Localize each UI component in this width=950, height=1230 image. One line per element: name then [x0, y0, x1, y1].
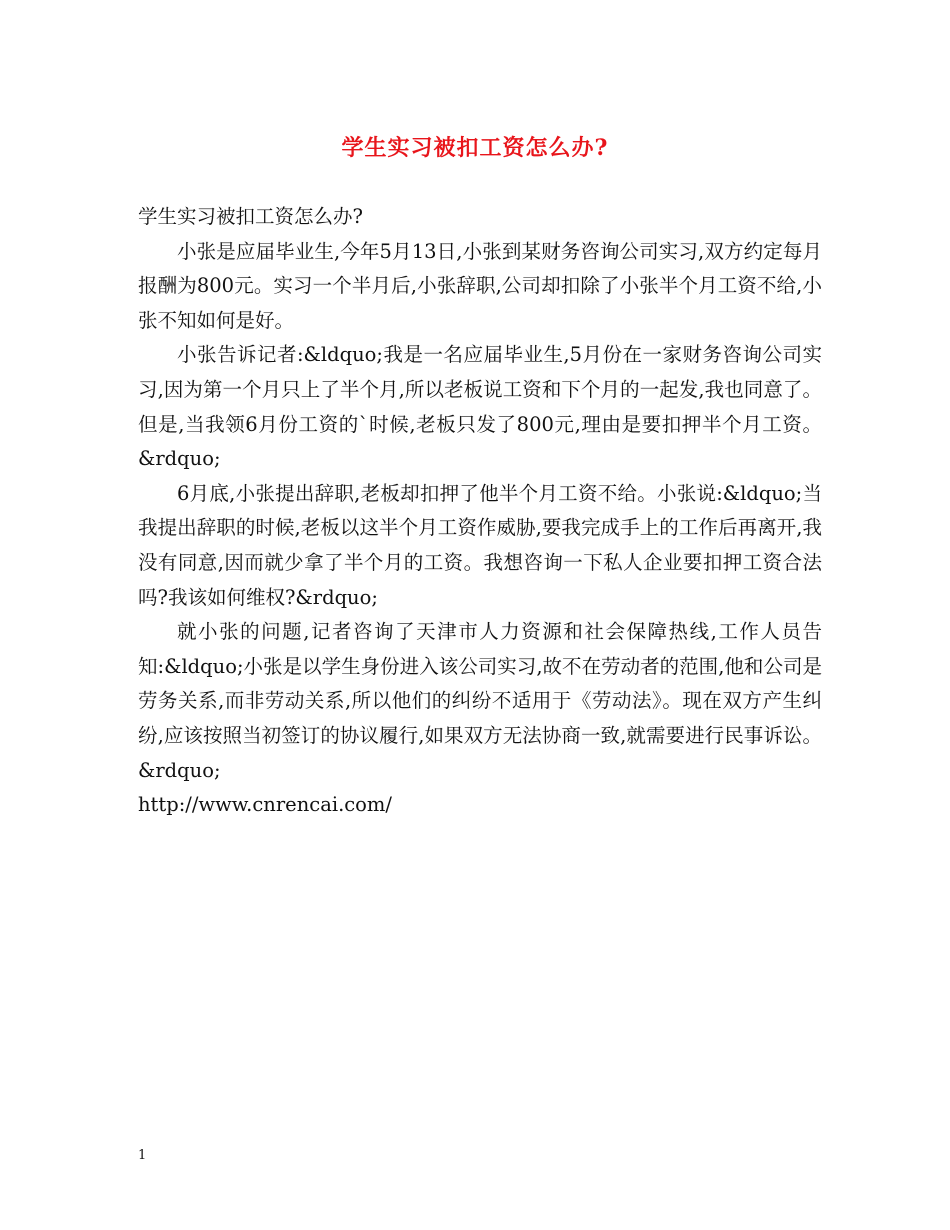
paragraph-2: 小张告诉记者:&ldquo;我是一名应届毕业生,5月份在一家财务咨询公司实习,因为第一个月只上了半个月,所以老板说工资和下个月的一起发,我也同意了。但是,当我领6月份工资的`时候,老板只发了800元,理由是要扣押半个月工资。&rdquo;	[138, 343, 822, 471]
document-body	[138, 200, 822, 823]
document-subtitle: 学生实习被扣工资怎么办?	[138, 205, 363, 228]
paragraph-3: 6月底,小张提出辞职,老板却扣押了他半个月工资不给。小张说:&ldquo;当我提出辞职的时候,老板以这半个月工资作威胁,要我完成手上的工作后再离开,我没有同意,因而就少拿了半个月的工资。我想咨询一下私人企业要扣押工资合法吗?我该如何维权?&rdquo;	[138, 481, 822, 609]
document-title: 学生实习被扣工资怎么办?	[341, 135, 609, 161]
page-number: 1	[138, 1148, 147, 1163]
source-url: http://www.cnrencai.com/	[138, 793, 392, 817]
paragraph-4: 就小张的问题,记者咨询了天津市人力资源和社会保障热线,工作人员告知:&ldquo;小张是以学生身份进入该公司实习,故不在劳动者的范围,他和公司是劳务关系,而非劳动关系,所以他们的纠纷不适用于《劳动法》。现在双方产生纠纷,应该按照当初签订的协议履行,如果双方无法协商一致,就需要进行民事诉讼。&rdquo;	[138, 620, 822, 782]
paragraph-1: 小张是应届毕业生,今年5月13日,小张到某财务咨询公司实习,双方约定每月报酬为800元。实习一个半月后,小张辞职,公司却扣除了小张半个月工资不给,小张不知如何是好。	[138, 239, 822, 332]
